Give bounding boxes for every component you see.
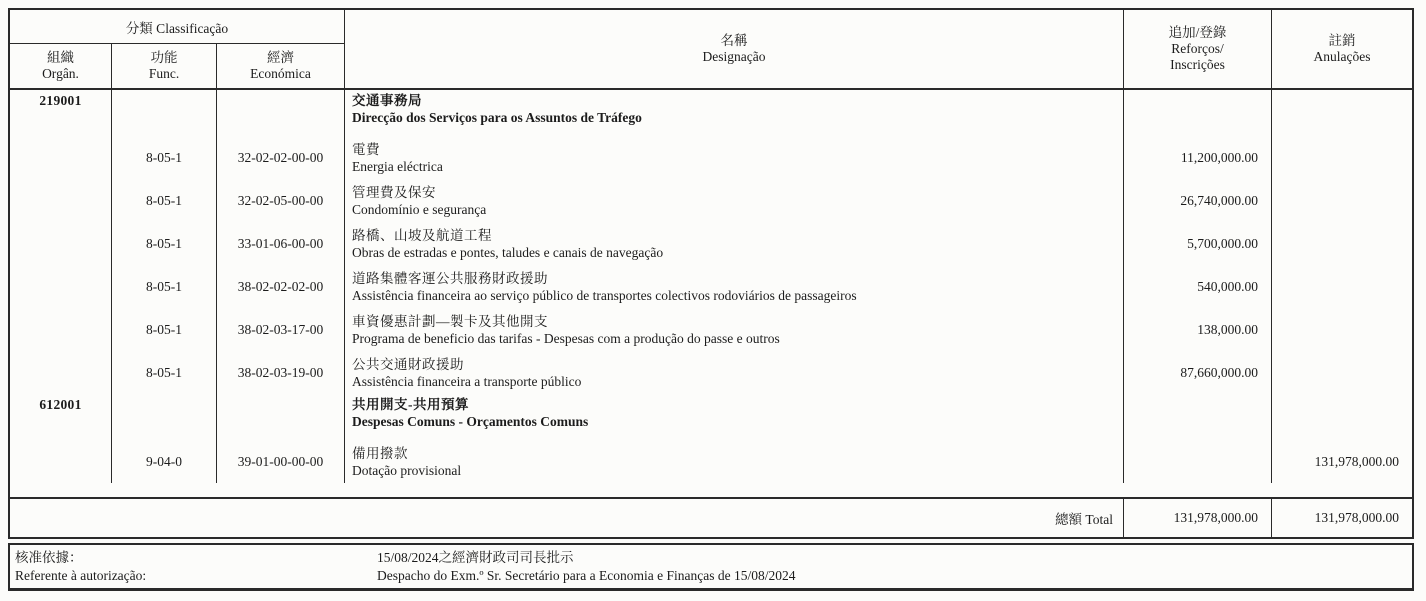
organization-code (10, 351, 112, 394)
designation-pt: Programa de beneficio das tarifas - Despesas com a produção do passe e outros (352, 330, 780, 346)
table-body (10, 90, 1412, 499)
authorization-labels (10, 549, 377, 585)
designation-pt: Energia eléctrica (352, 158, 443, 174)
designation-cell (345, 136, 1124, 179)
reinforcement-amount: 11,200,000.00 (1124, 136, 1272, 179)
function-column-header (112, 44, 217, 88)
designation-cell (345, 265, 1124, 308)
table-row-agency (10, 394, 1412, 440)
cancellation-amount (1272, 394, 1412, 440)
authorization-value-pt: Despacho do Exm.º Sr. Secretário para a Economia e Finanças de 15/08/2024 (377, 567, 796, 583)
economic-column-header (217, 44, 344, 88)
designation-zh: 車資優惠計劃—製卡及其他開支 (352, 313, 548, 329)
cancellation-amount (1272, 90, 1412, 136)
function-code: 8-05-1 (112, 179, 217, 222)
reinforcements-header-zh: 追加/登錄 (1168, 25, 1227, 40)
function-header-zh: 功能 (150, 50, 178, 65)
designation-cell (345, 351, 1124, 394)
economic-code: 33-01-06-00-00 (217, 222, 345, 265)
economic-code: 32-02-05-00-00 (217, 179, 345, 222)
table-row (10, 136, 1412, 179)
cancellation-amount (1272, 222, 1412, 265)
reinforcement-amount: 87,660,000.00 (1124, 351, 1272, 394)
economic-code: 38-02-02-02-00 (217, 265, 345, 308)
designation-cell (345, 179, 1124, 222)
authorization-value-zh: 15/08/2024之經濟財政司司長批示 (377, 549, 574, 565)
reinforcement-amount: 5,700,000.00 (1124, 222, 1272, 265)
table-row (10, 308, 1412, 351)
reinforcements-header-pt2: Inscrições (1170, 57, 1225, 72)
designation-cell (345, 90, 1124, 136)
table-header (10, 10, 1412, 90)
economic-code: 38-02-03-19-00 (217, 351, 345, 394)
authorization-label-pt: Referente à autorização: (15, 567, 147, 583)
function-code: 9-04-0 (112, 440, 217, 483)
authorization-footer (8, 543, 1414, 591)
function-code: 8-05-1 (112, 136, 217, 179)
reinforcement-amount: 26,740,000.00 (1124, 179, 1272, 222)
reinforcement-amount (1124, 440, 1272, 483)
designation-pt: Despesas Comuns - Orçamentos Comuns (352, 414, 589, 429)
function-header-pt: Func. (148, 66, 180, 81)
table-row-agency (10, 90, 1412, 136)
cancellation-amount: 131,978,000.00 (1314, 453, 1399, 469)
designation-column-header (345, 10, 1124, 88)
reinforcement-amount: 138,000.00 (1124, 308, 1272, 351)
designation-pt: Assistência financeira ao serviço público de transportes colectivos rodoviários de passageiros (352, 287, 857, 303)
economic-code (217, 394, 345, 440)
designation-header-pt: Designação (702, 49, 766, 64)
economic-code: 39-01-00-00-00 (217, 440, 345, 483)
cancellation-amount (1272, 308, 1412, 351)
classification-header: 分類 Classificação (10, 10, 344, 44)
table-row (10, 440, 1412, 483)
designation-header-zh: 名稱 (720, 33, 748, 48)
reinforcement-amount: 540,000.00 (1124, 265, 1272, 308)
economic-code (217, 90, 345, 136)
designation-cell (345, 394, 1124, 440)
budget-table (8, 8, 1414, 539)
cancellation-amount (1272, 351, 1412, 394)
reinforcement-amount (1124, 394, 1272, 440)
reinforcements-header-pt1: Reforços/ (1171, 41, 1224, 56)
organization-code (10, 440, 112, 483)
organization-code (10, 179, 112, 222)
table-row (10, 351, 1412, 394)
function-code (112, 90, 217, 136)
cancellations-header-zh: 註銷 (1328, 33, 1356, 48)
table-row (10, 179, 1412, 222)
organization-column-header (10, 44, 112, 88)
total-row (10, 499, 1412, 537)
economic-header-zh: 經濟 (267, 50, 294, 65)
reinforcements-column-header (1124, 10, 1272, 88)
organization-code (10, 308, 112, 351)
organization-code (10, 136, 112, 179)
organization-code (10, 265, 112, 308)
economic-code: 38-02-03-17-00 (217, 308, 345, 351)
table-row (10, 222, 1412, 265)
designation-pt: Assistência financeira a transporte público (352, 373, 582, 389)
total-cancellation-amount: 131,978,000.00 (1314, 510, 1399, 525)
designation-pt: Dotação provisional (352, 462, 462, 478)
function-code: 8-05-1 (112, 222, 217, 265)
total-label: 總額 Total (10, 499, 1124, 537)
designation-pt: Condomínio e segurança (352, 201, 487, 217)
designation-zh: 交通事務局 (352, 93, 422, 108)
economic-code: 32-02-02-00-00 (217, 136, 345, 179)
reinforcement-amount (1124, 90, 1272, 136)
function-code: 8-05-1 (112, 308, 217, 351)
cancellations-header-pt: Anulações (1313, 49, 1371, 64)
designation-zh: 路橋、山坡及航道工程 (352, 227, 492, 243)
designation-cell (345, 308, 1124, 351)
designation-zh: 公共交通財政援助 (352, 356, 464, 372)
designation-zh: 道路集體客運公共服務財政援助 (352, 270, 548, 286)
authorization-label-zh: 核准依據： (15, 549, 83, 565)
cancellation-amount (1272, 136, 1412, 179)
total-reinforcement-amount: 131,978,000.00 (1124, 499, 1272, 537)
function-code (112, 394, 217, 440)
organization-code (10, 222, 112, 265)
function-code: 8-05-1 (112, 351, 217, 394)
designation-zh: 共用開支-共用預算 (352, 397, 469, 412)
classification-header-group (10, 10, 345, 88)
organization-code: 612001 (10, 394, 112, 440)
table-row (10, 265, 1412, 308)
cancellation-amount (1272, 265, 1412, 308)
designation-cell (345, 440, 1124, 483)
designation-zh: 管理費及保安 (352, 184, 436, 200)
cancellations-column-header (1272, 10, 1412, 88)
designation-zh: 電費 (352, 141, 380, 157)
function-code: 8-05-1 (112, 265, 217, 308)
organization-code: 219001 (10, 90, 112, 136)
cancellation-amount (1272, 179, 1412, 222)
designation-pt: Obras de estradas e pontes, taludes e canais de navegação (352, 244, 664, 260)
designation-cell (345, 222, 1124, 265)
designation-zh: 備用撥款 (352, 445, 408, 461)
organization-header-zh: 組織 (47, 50, 74, 65)
classification-subheaders (10, 44, 344, 88)
designation-pt: Direcção dos Serviços para os Assuntos de Tráfego (352, 110, 642, 125)
organization-header-pt: Orgân. (42, 66, 79, 81)
economic-header-pt: Económica (250, 66, 311, 81)
authorization-values (377, 549, 1412, 585)
